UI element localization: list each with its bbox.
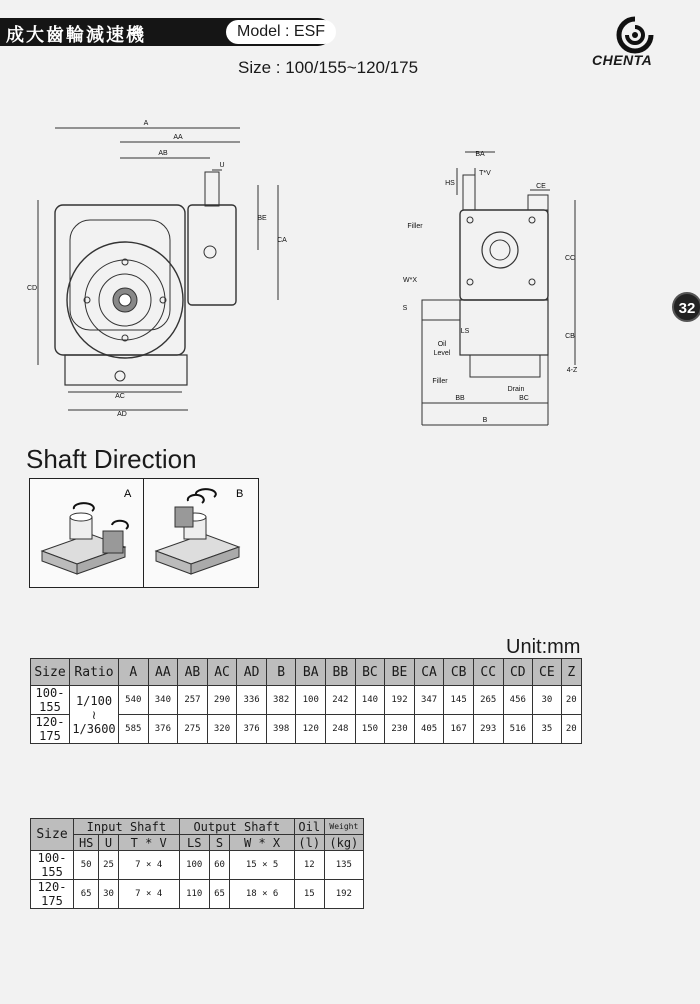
column-header: CD — [503, 659, 533, 686]
table-cell: 516 — [503, 715, 533, 744]
dim-label-u: U — [219, 162, 225, 169]
group-header: Output Shaft — [179, 819, 294, 835]
table-cell: 248 — [326, 715, 356, 744]
dim-label-cb: CB — [565, 333, 575, 340]
column-header: Size — [31, 659, 70, 686]
column-header: U — [99, 835, 118, 851]
header-bar — [0, 18, 332, 46]
table-cell: 60 — [209, 851, 230, 880]
dim-label-ab: AB — [158, 150, 168, 157]
label-level: Level — [433, 350, 451, 357]
column-header: Z — [561, 659, 581, 686]
table-cell: 382 — [266, 686, 296, 715]
table-cell: 585 — [119, 715, 149, 744]
label-drain: Drain — [507, 386, 525, 393]
table-cell: 140 — [355, 686, 385, 715]
table-cell: 50 — [74, 851, 99, 880]
table-cell: 376 — [148, 715, 178, 744]
table-cell: 20 — [561, 686, 581, 715]
ratio-cell — [70, 686, 119, 744]
dim-label-ba: BA — [475, 151, 485, 158]
column-header: BC — [355, 659, 385, 686]
column-header: Size — [31, 819, 74, 851]
panel-divider — [143, 479, 144, 587]
page-number-badge: 32 — [672, 292, 700, 322]
dimension-table — [30, 658, 582, 744]
table-cell: 242 — [326, 686, 356, 715]
brand-name: CHENTA — [592, 52, 653, 68]
group-header: Input Shaft — [74, 819, 180, 835]
size-cell: 100-155 — [31, 686, 70, 715]
table-cell: 290 — [207, 686, 237, 715]
direction-option-a: A — [124, 488, 132, 500]
table-cell: 320 — [207, 715, 237, 744]
unit-label: Unit:mm — [506, 636, 581, 658]
column-header: AA — [148, 659, 178, 686]
table-cell: 192 — [324, 880, 363, 909]
table-cell: 265 — [473, 686, 503, 715]
table-cell: 20 — [561, 715, 581, 744]
dim-label-ca: CA — [277, 237, 287, 244]
column-header: CC — [473, 659, 503, 686]
table-cell: 30 — [99, 880, 118, 909]
shaft-direction-illustration — [30, 479, 258, 587]
dim-label-bc: BC — [519, 395, 529, 402]
dim-label-bb: BB — [455, 395, 465, 402]
table-row — [31, 686, 582, 715]
table-cell: 100 — [179, 851, 209, 880]
dim-label-s: S — [402, 305, 408, 312]
group-header: Oil — [294, 819, 324, 835]
column-header: W * X — [230, 835, 295, 851]
table-cell: 230 — [385, 715, 415, 744]
table-cell: 30 — [533, 686, 562, 715]
dim-label-cd: CD — [26, 285, 38, 292]
column-header: S — [209, 835, 230, 851]
table-cell: 25 — [99, 851, 118, 880]
column-header: LS — [179, 835, 209, 851]
table-cell: 540 — [119, 686, 149, 715]
dim-label-hs: HS — [445, 180, 455, 187]
table-cell: 12 — [294, 851, 324, 880]
table-row — [31, 880, 364, 909]
column-header: BB — [326, 659, 356, 686]
table-row — [31, 851, 364, 880]
table-cell: 65 — [74, 880, 99, 909]
table-cell: 336 — [237, 686, 267, 715]
column-header: T * V — [118, 835, 179, 851]
label-filler-top: Filler — [407, 223, 423, 230]
column-header: BA — [296, 659, 326, 686]
column-header: BE — [385, 659, 415, 686]
table-cell: 15 × 5 — [230, 851, 295, 880]
table-cell: 7 × 4 — [118, 851, 179, 880]
table-cell: 100 — [296, 686, 326, 715]
label-filler-bottom: Filler — [432, 378, 448, 385]
ratio-line: 1/100 — [75, 693, 113, 708]
dim-label-wx: W*X — [403, 277, 417, 284]
technical-drawing — [0, 100, 700, 435]
table-cell: 65 — [209, 880, 230, 909]
ratio-line: ≀ — [91, 707, 97, 722]
table-cell: 110 — [179, 880, 209, 909]
table-subheader-row — [31, 835, 364, 851]
dim-label-ce: CE — [536, 183, 546, 190]
table-cell: 35 — [533, 715, 562, 744]
table-cell: 150 — [355, 715, 385, 744]
shaft-direction-panel — [29, 478, 259, 588]
size-cell: 120-175 — [31, 880, 74, 909]
table-cell: 257 — [178, 686, 208, 715]
column-header: (l) — [294, 835, 324, 851]
column-header: CB — [444, 659, 474, 686]
column-header: Ratio — [70, 659, 119, 686]
direction-option-b: B — [236, 488, 244, 500]
column-header: CA — [414, 659, 444, 686]
group-header: Weight — [324, 819, 363, 835]
table-cell: 192 — [385, 686, 415, 715]
table-cell: 376 — [237, 715, 267, 744]
model-label: Model : ESF — [226, 20, 336, 44]
dim-label-tv: T*V — [479, 170, 491, 177]
page-title: 成大齒輪減速機 — [6, 25, 146, 46]
shaft-direction-title: Shaft Direction — [26, 444, 197, 474]
table-cell: 347 — [414, 686, 444, 715]
size-label: Size : 100/155~120/175 — [238, 58, 419, 77]
table-cell: 18 × 6 — [230, 880, 295, 909]
table-cell: 15 — [294, 880, 324, 909]
dim-label-a: A — [143, 120, 149, 127]
dim-label-aa: AA — [173, 134, 183, 141]
column-header: HS — [74, 835, 99, 851]
column-header: A — [119, 659, 149, 686]
table-cell: 275 — [178, 715, 208, 744]
dim-label-4z: 4-Z — [566, 367, 578, 374]
column-header: AB — [178, 659, 208, 686]
table-cell: 293 — [473, 715, 503, 744]
table-cell: 405 — [414, 715, 444, 744]
dim-label-be: BE — [257, 215, 267, 222]
label-oil: Oil — [437, 341, 447, 348]
size-cell: 120-175 — [31, 715, 70, 744]
column-header: B — [266, 659, 296, 686]
table-cell: 167 — [444, 715, 474, 744]
table-cell: 340 — [148, 686, 178, 715]
column-header: CE — [533, 659, 562, 686]
size-cell: 100-155 — [31, 851, 74, 880]
dim-label-ac: AC — [115, 393, 125, 400]
table-header-row — [31, 819, 364, 835]
table-header-row — [31, 659, 582, 686]
column-header: AC — [207, 659, 237, 686]
ratio-line: 1/3600 — [72, 721, 116, 736]
dim-label-ls: LS — [460, 328, 470, 335]
table-cell: 135 — [324, 851, 363, 880]
dim-label-ad: AD — [117, 411, 127, 418]
table-cell: 456 — [503, 686, 533, 715]
table-cell: 7 × 4 — [118, 880, 179, 909]
table-cell: 120 — [296, 715, 326, 744]
column-header: (kg) — [324, 835, 363, 851]
column-header: AD — [237, 659, 267, 686]
shaft-table — [30, 818, 364, 909]
dim-label-b: B — [482, 417, 488, 424]
table-cell: 398 — [266, 715, 296, 744]
table-cell: 145 — [444, 686, 474, 715]
dim-label-cc: CC — [564, 255, 576, 262]
